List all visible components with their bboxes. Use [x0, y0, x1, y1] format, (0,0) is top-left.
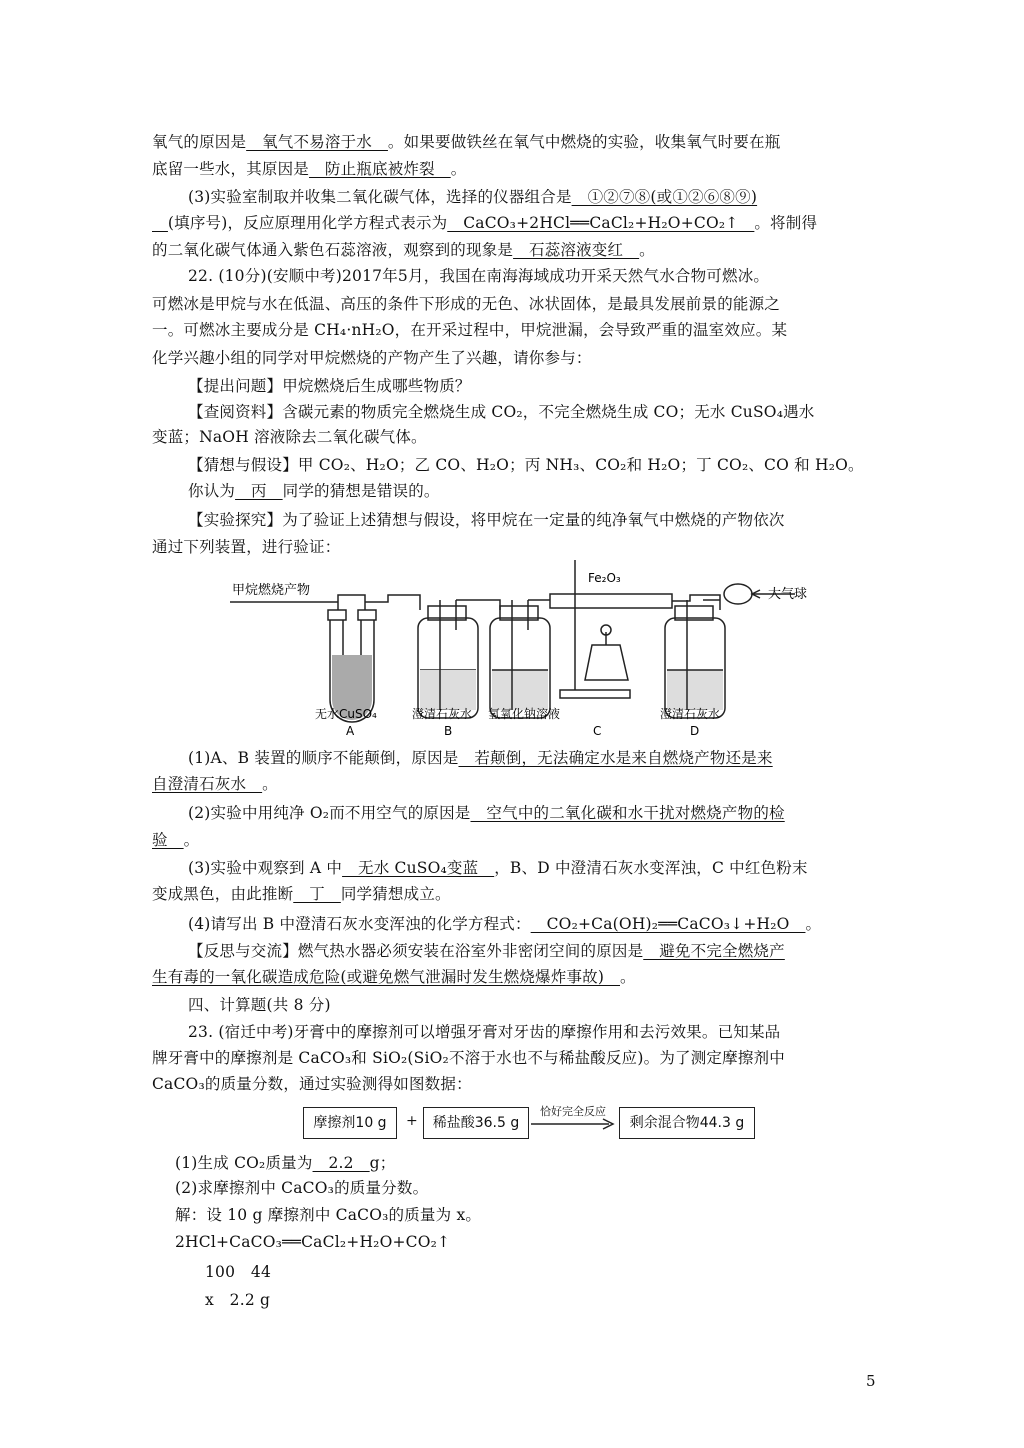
box-acid: 稀盐酸36.5 g	[423, 1107, 529, 1139]
text-line	[152, 294, 780, 314]
text-line	[205, 1290, 270, 1310]
text-segment: (3)实验室制取并收集二氧化碳气体，选择的仪器组合是	[188, 188, 572, 206]
text-line	[152, 240, 655, 260]
text-segment: 变蓝；NaOH 溶液除去二氧化碳气体。	[152, 428, 427, 446]
answer-blank: __无水 CuSO₄变蓝__	[342, 859, 495, 877]
text-segment: 。将制得	[754, 214, 818, 232]
text-segment: x 2.2 g	[205, 1291, 271, 1309]
box-residue: 剩余混合物44.3 g	[619, 1107, 755, 1139]
text-segment: (2)实验中用纯净 O₂而不用空气的原因是	[188, 804, 471, 822]
text-segment: CaCO₃的质量分数，通过实验测得如图数据：	[152, 1075, 472, 1093]
label-a: 无水CuSO₄	[315, 707, 377, 721]
text-segment: 四、计算题(共 8 分)	[188, 996, 331, 1014]
text-segment: 【查阅资料】含碳元素的物质完全燃烧生成 CO₂，不完全燃烧生成 CO；无水 CuSO₄遇水	[188, 403, 815, 421]
text-segment: (3)实验中观察到 A 中	[188, 859, 343, 877]
answer-blank: __丁__	[293, 885, 341, 903]
answer-blank: __①②⑦⑧(或①②⑥⑧⑨)	[571, 188, 758, 206]
text-segment: 【提出问题】甲烷燃烧后生成哪些物质？	[188, 377, 471, 395]
text-segment: ，B、D 中澄清石灰水变浑浊，C 中红色粉末	[494, 859, 808, 877]
answer-blank: 生有毒的一氧化碳造成危险(或避免燃气泄漏时发生燃烧爆炸事故)__	[152, 968, 620, 986]
text-line	[152, 348, 592, 368]
text-segment: (1)A、B 装置的顺序不能颠倒，原因是	[188, 749, 459, 767]
box-abrasive: 摩擦剂10 g	[303, 1107, 397, 1139]
text-segment: 同学猜想成立。	[340, 885, 451, 903]
page-number: 5	[866, 1372, 876, 1390]
letter-d: D	[690, 724, 700, 738]
text-line	[188, 481, 440, 501]
answer-blank: 自澄清石灰水__	[152, 775, 263, 793]
text-segment: g；	[369, 1154, 396, 1172]
text-segment: 22. (10分)(安顺中考)2017年5月，我国在南海海域成功开采天然气水合物可燃冰。	[188, 267, 770, 285]
text-line	[152, 132, 780, 152]
letter-a: A	[346, 724, 355, 738]
apparatus-diagram	[220, 560, 808, 740]
text-line	[188, 266, 769, 286]
text-line	[152, 884, 451, 904]
text-segment: (4)请写出 B 中澄清石灰水变浑浊的化学方程式：	[188, 915, 531, 933]
answer-blank: __空气中的二氧化碳和水干扰对燃烧产物的检	[470, 804, 785, 822]
text-segment: 你认为	[188, 482, 236, 500]
text-segment: 【反思与交流】燃气热水器必须安装在浴室外非密闭空间的原因是	[188, 942, 644, 960]
text-segment: 【猜想与假设】甲 CO₂、H₂O；乙 CO、H₂O；丙 NH₃、CO₂和 H₂O；丁 CO₂、CO 和 H₂O。	[188, 456, 864, 474]
text-line	[188, 914, 821, 934]
answer-blank: __氧气不易溶于水__	[246, 133, 388, 151]
answer-blank: __CaCO₃+2HCl══CaCl₂+H₂O+CO₂↑__	[447, 214, 755, 232]
text-segment: 的二氧化碳气体通入紫色石蕊溶液，观察到的现象是	[152, 241, 514, 259]
text-line	[152, 537, 340, 557]
answer-blank: __若颠倒，无法确定水是来自燃烧产物还是来	[458, 749, 773, 767]
text-segment: 。	[620, 968, 636, 986]
balloon-label: 大气球	[768, 587, 808, 602]
text-line	[188, 455, 864, 475]
text-line	[188, 748, 773, 768]
text-segment: 100 44	[205, 1263, 272, 1281]
letter-b: B	[444, 724, 453, 738]
text-segment: 解：设 10 g 摩擦剂中 CaCO₃的质量为 x。	[175, 1206, 482, 1224]
text-segment: 。	[639, 241, 655, 259]
text-line	[152, 774, 278, 794]
answer-blank: __	[152, 214, 168, 232]
text-segment: (2)求摩擦剂中 CaCO₃的质量分数。	[175, 1179, 429, 1197]
text-line	[152, 1048, 785, 1068]
text-line	[188, 376, 471, 396]
text-line	[188, 941, 785, 961]
label-b: 澄清石灰水	[412, 707, 473, 721]
answer-blank: __2.2__	[312, 1154, 370, 1172]
text-segment: 23. (宿迁中考)牙膏中的摩擦剂可以增强牙膏对牙齿的摩擦作用和去污效果。已知某品	[188, 1023, 781, 1041]
answer-blank: __石蕊溶液变红__	[513, 241, 640, 259]
text-segment: 通过下列装置，进行验证：	[152, 538, 341, 556]
text-segment: 【实验探究】为了验证上述猜想与假设，将甲烷在一定量的纯净氧气中燃烧的产物依次	[188, 511, 785, 529]
text-line	[152, 159, 466, 179]
text-segment: 。	[183, 831, 200, 849]
text-segment: 氧气的原因是	[152, 133, 247, 151]
text-line	[175, 1178, 428, 1198]
text-line	[152, 1074, 472, 1094]
answer-blank: 验__	[152, 831, 184, 849]
answer-blank: __避免不完全燃烧产	[643, 942, 785, 960]
text-segment: 同学的猜想是错误的。	[282, 482, 440, 500]
text-segment: 一。可燃冰主要成分是 CH₄·nH₂O，在开采过程中，甲烷泄漏，会导致严重的温室效应。某	[152, 321, 788, 339]
answer-blank: __丙__	[235, 482, 283, 500]
answer-blank: __CO₂+Ca(OH)₂══CaCO₃↓+H₂O__	[530, 915, 806, 933]
text-segment: (填序号)，反应原理用化学方程式表示为	[167, 214, 448, 232]
text-line	[175, 1232, 450, 1252]
text-line	[152, 213, 817, 233]
answer-blank: __防止瓶底被炸裂__	[309, 160, 451, 178]
text-segment: 变成黑色，由此推断	[152, 885, 294, 903]
input-label: 甲烷燃烧产物	[232, 583, 311, 598]
text-line	[188, 995, 331, 1015]
letter-c: C	[593, 724, 602, 738]
plus-sign: +	[406, 1113, 418, 1129]
text-segment: 。如果要做铁丝在氧气中燃烧的实验，收集氧气时要在瓶	[387, 133, 781, 151]
text-segment: 。	[805, 915, 822, 933]
text-line	[205, 1262, 271, 1282]
label-naoh: 氢氧化钠溶液	[488, 707, 561, 721]
text-line	[188, 1022, 780, 1042]
text-segment: 可燃冰是甲烷与水在低温、高压的条件下形成的无色、冰状固体，是最具发展前景的能源之	[152, 295, 781, 313]
text-line	[188, 187, 757, 207]
text-line	[188, 858, 808, 878]
text-line	[152, 967, 636, 987]
text-line	[152, 320, 787, 340]
arrow-icon	[531, 1117, 615, 1131]
text-segment: 。	[262, 775, 278, 793]
text-line	[188, 803, 785, 823]
text-segment: 牌牙膏中的摩擦剂是 CaCO₃和 SiO₂(SiO₂不溶于水也不与稀盐酸反应)。为了测定摩擦剂中	[152, 1049, 785, 1067]
text-line	[188, 510, 785, 530]
label-d: 澄清石灰水	[660, 707, 721, 721]
text-line	[152, 830, 199, 850]
text-line	[188, 402, 815, 422]
text-segment: 。	[450, 160, 467, 178]
text-segment: 化学兴趣小组的同学对甲烷燃烧的产物产生了兴趣，请你参与：	[152, 349, 592, 367]
text-segment: 2HCl+CaCO₃══CaCl₂+H₂O+CO₂↑	[175, 1233, 451, 1251]
arrow-label: 恰好完全反应	[540, 1105, 606, 1118]
text-segment: (1)生成 CO₂质量为	[175, 1154, 313, 1172]
text-line	[175, 1153, 395, 1173]
text-line	[152, 427, 427, 447]
text-line	[175, 1205, 481, 1225]
fe2o3-label: Fe₂O₃	[588, 571, 621, 585]
text-segment: 底留一些水，其原因是	[152, 160, 310, 178]
